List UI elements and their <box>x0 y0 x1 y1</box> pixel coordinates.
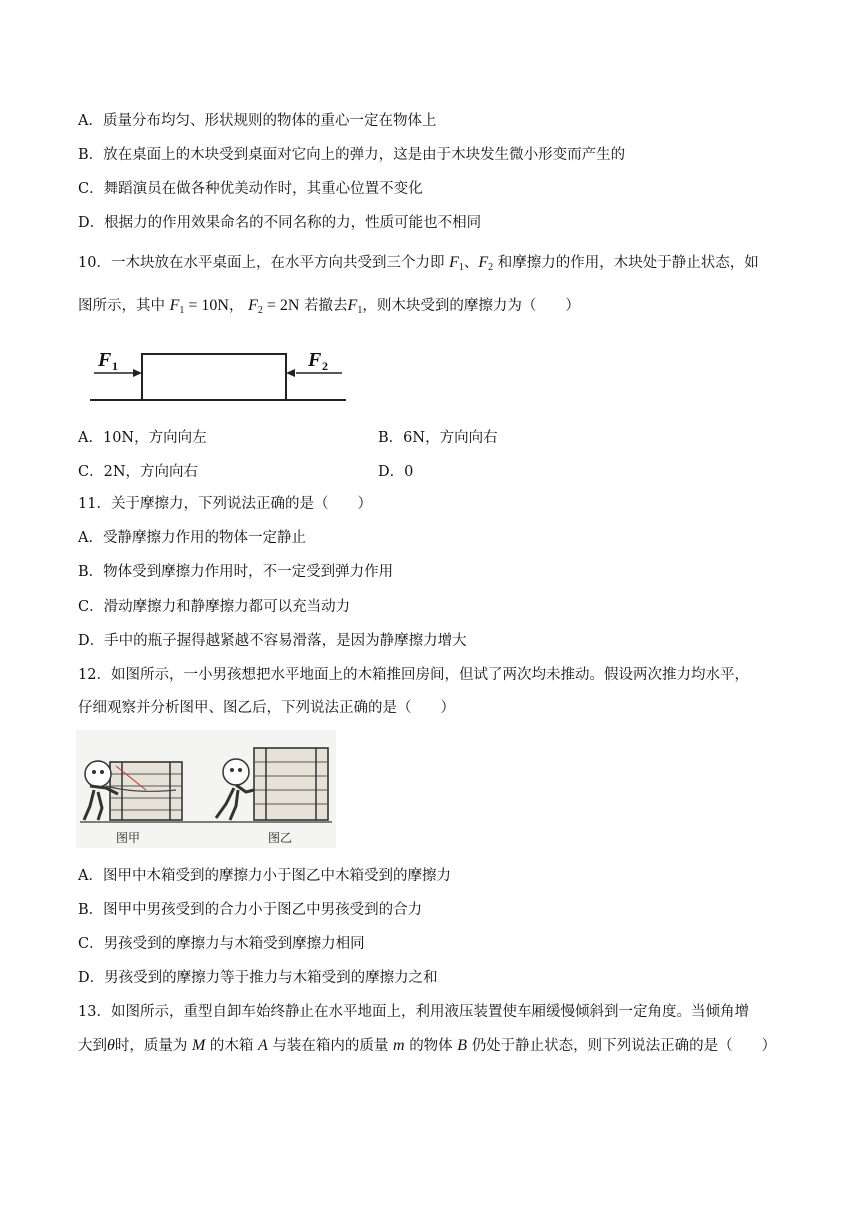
q13-stem-line2 <box>78 1036 776 1056</box>
f2-label-sub: 2 <box>322 359 328 373</box>
q12-option-a: A．图甲中木箱受到的摩擦力小于图乙中木箱受到的摩擦力 <box>78 868 451 884</box>
q9-option-a: A．质量分布均匀、形状规则的物体的重心一定在物体上 <box>78 113 437 129</box>
q9-option-c: C．舞蹈演员在做各种优美动作时，其重心位置不变化 <box>78 181 423 197</box>
q10-f2-symbol: $F_2$ <box>478 254 494 273</box>
q10-text-a: 10．一木块放在水平桌面上，在水平方向共受到三个力即 <box>78 255 445 271</box>
q10-text-d: 若撤去 <box>304 298 348 314</box>
q13-text-c: 的木箱 <box>209 1038 254 1054</box>
q10-f1-symbol: $F_1$ <box>449 254 464 273</box>
q12-option-b: B．图甲中男孩受到的合力小于图乙中男孩受到的合力 <box>78 902 423 918</box>
q10-f1-removed: $F_1$ <box>347 297 363 316</box>
f1-arrowhead <box>133 369 142 377</box>
q13-mass-m: m <box>393 1037 405 1054</box>
q10-text-e: ，则木块受到的摩擦力为（ ） <box>362 298 580 314</box>
q10-text-c: 图所示，其中 <box>78 298 165 314</box>
q10-option-c: C．2N，方向向右 <box>78 464 199 480</box>
q10-option-b: B．6N，方向向右 <box>378 430 498 446</box>
q13-object-B: B <box>457 1037 468 1054</box>
q13-text-e: 的物体 <box>409 1038 453 1054</box>
q12-boy-pushing-figure <box>76 730 336 848</box>
q12-stem-line2: 仔细观察并分析图甲、图乙后，下列说法正确的是（ ） <box>78 700 455 716</box>
q9-option-d: D．根据力的作用效果命名的不同名称的力，性质可能也不相同 <box>78 215 482 231</box>
q9-option-b: B．放在桌面上的木块受到桌面对它向上的弹力，这是由于木块发生微小形变而产生的 <box>78 147 626 163</box>
q10-option-a: A．10N，方向向左 <box>78 430 207 446</box>
q10-text-b: 和摩擦力的作用，木块处于静止状态，如 <box>497 255 759 271</box>
crate-yi <box>254 748 328 820</box>
q12-option-d: D．男孩受到的摩擦力等于推力与木箱受到的摩擦力之和 <box>78 970 438 986</box>
q11-option-c: C．滑动摩擦力和静摩擦力都可以充当动力 <box>78 599 351 615</box>
q10-stem-line1: 10．一木块放在水平桌面上，在水平方向共受到三个力即 $F_1$、$F_2$ 和摩擦力的作用，木块处于静止状态，如 <box>78 254 759 273</box>
q10-stem-line2: 图所示，其中 $F_1 = 10N$， $F_2 = 2N$ 若撤去$F_1$，则木块受到的摩擦力为（ ） <box>78 297 580 316</box>
q13-text-b: 时，质量为 <box>114 1038 188 1054</box>
q11-option-d: D．手中的瓶子握得越紧越不容易滑落，是因为静摩擦力增大 <box>78 633 467 649</box>
q11-option-b: B．物体受到摩擦力作用时，不一定受到弹力作用 <box>78 564 394 580</box>
q13-box-A: A <box>258 1037 268 1054</box>
fig-label-jia: 图甲 <box>116 831 141 845</box>
q10-block-figure <box>90 340 350 406</box>
q10-f1-equation: $F_1 = 10N$ <box>169 297 229 316</box>
q13-stem-line1: 13．如图所示，重型自卸车始终静止在水平地面上，利用液压装置使车厢缓慢倾斜到一定角度。当倾角增 <box>78 1004 749 1020</box>
q13-text-d: 与装在箱内的质量 <box>272 1038 389 1054</box>
q13-text-f: 仍处于静止状态，则下列说法正确的是（ ） <box>471 1038 777 1054</box>
q10-eq2-value: = 2N <box>266 297 300 314</box>
wood-block <box>142 354 286 400</box>
q12-stem-line1: 12．如图所示，一小男孩想把水平地面上的木箱推回房间，但试了两次均未推动。假设两次推力均水平， <box>78 667 749 683</box>
f2-arrowhead <box>286 369 295 377</box>
q10-eq1-value: = 10N <box>188 297 229 314</box>
f1-label-sub: 1 <box>112 359 118 373</box>
f1-label: F <box>98 349 112 371</box>
q11-stem: 11．关于摩擦力，下列说法正确的是（ ） <box>78 496 372 512</box>
q13-theta: θ <box>107 1037 115 1054</box>
q10-option-d: D．0 <box>378 464 414 480</box>
q11-option-a: A．受静摩擦力作用的物体一定静止 <box>78 530 306 546</box>
q13-text-a: 大到 <box>78 1038 107 1054</box>
f2-label: F <box>308 349 322 371</box>
fig-label-yi: 图乙 <box>268 831 293 845</box>
q12-option-c: C．男孩受到的摩擦力与木箱受到摩擦力相同 <box>78 936 365 952</box>
q13-mass-M: M <box>191 1037 206 1054</box>
q10-f2-equation: $F_2 = 2N$ <box>248 297 300 316</box>
